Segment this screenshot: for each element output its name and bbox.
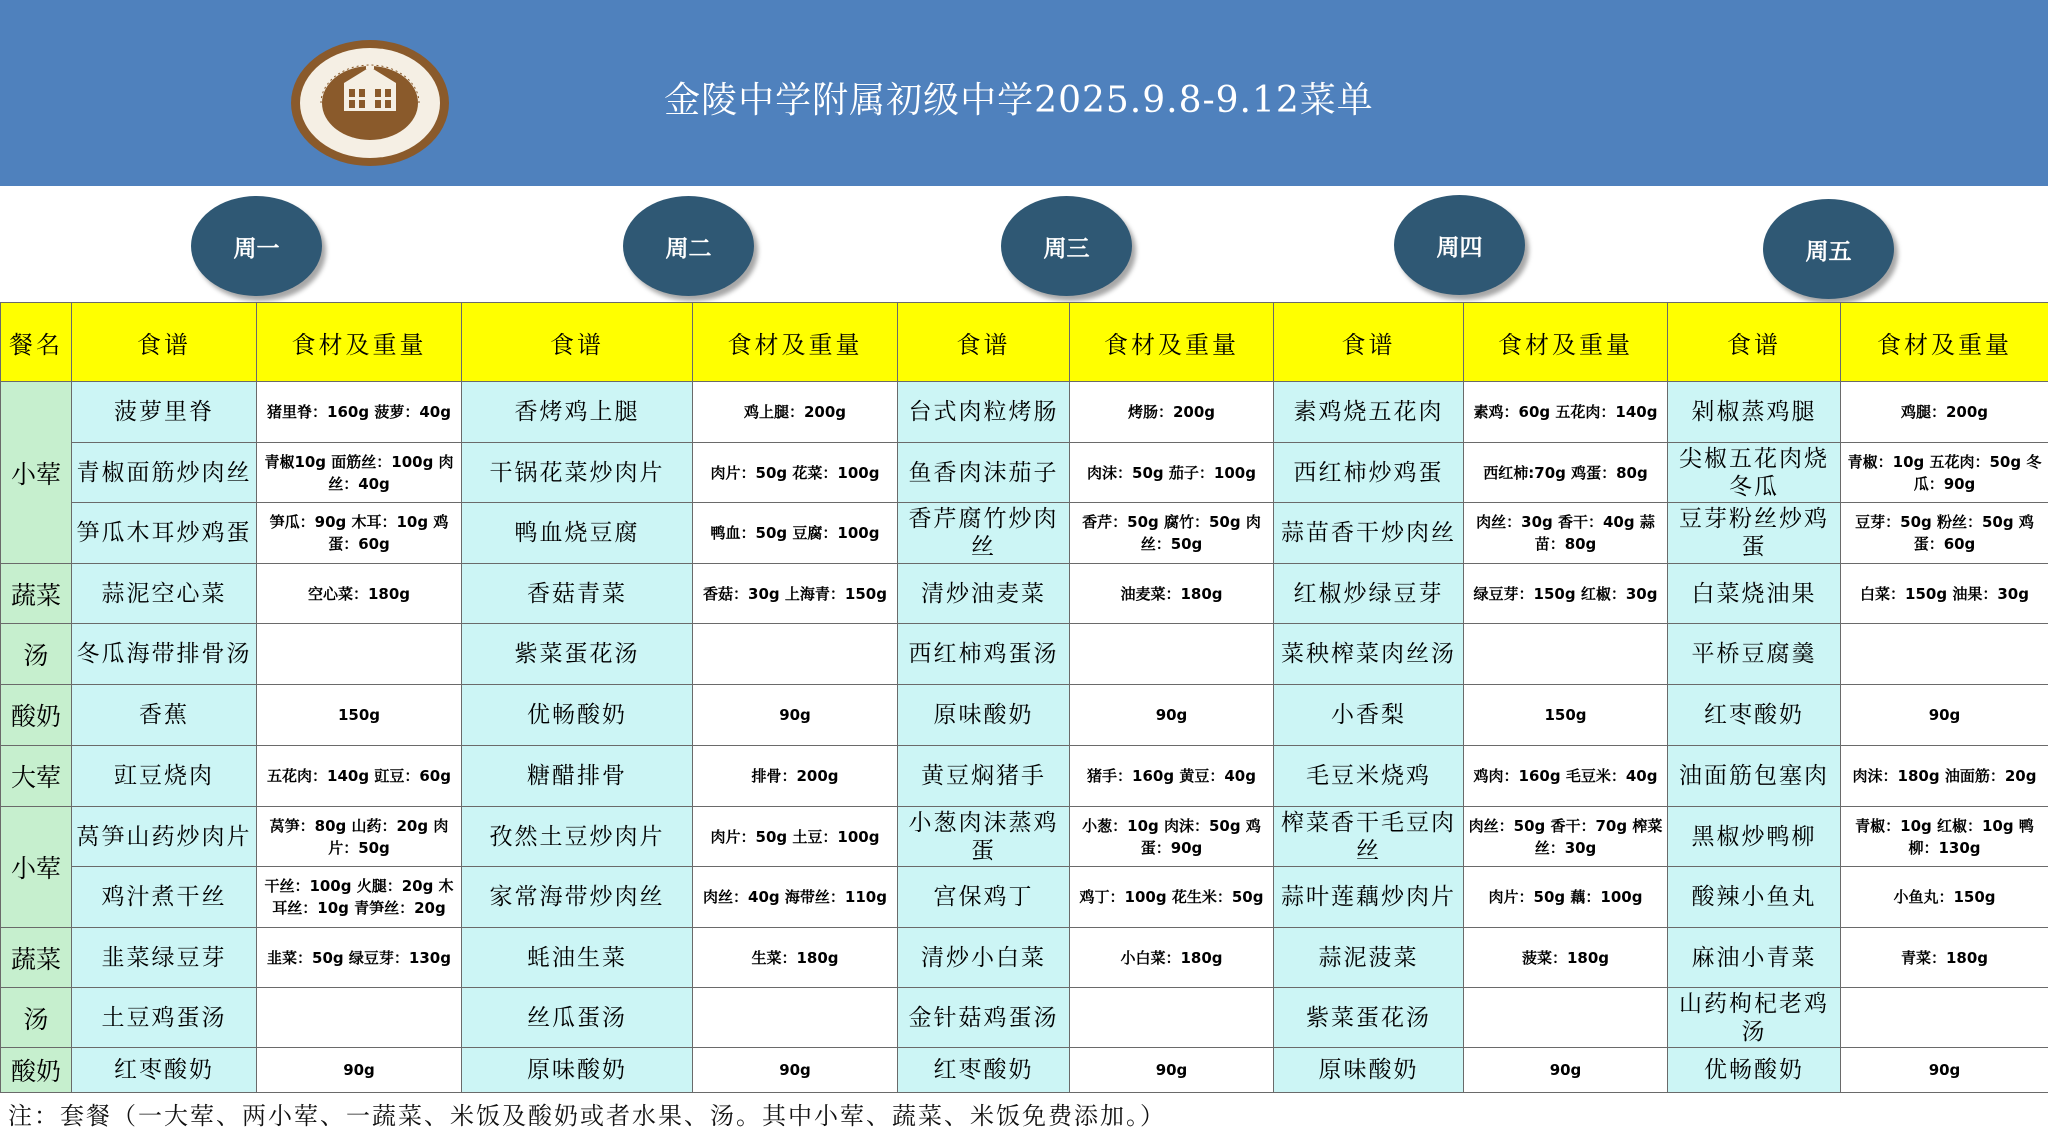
header-ingredients: 食材及重量: [1070, 303, 1274, 382]
day-badge-wednesday: 周三: [1001, 196, 1132, 296]
meal-category: 酸奶: [1, 685, 72, 746]
dish-ingredients: [1464, 624, 1668, 685]
dish-name: 蒜泥菠菜: [1274, 928, 1464, 988]
dish-ingredients: 90g: [1464, 1048, 1668, 1093]
dish-ingredients: [693, 624, 898, 685]
dish-ingredients: 鸡丁：100g 花生米：50g: [1070, 867, 1274, 928]
dish-name: 优畅酸奶: [462, 685, 693, 746]
dish-name: 香芹腐竹炒肉丝: [898, 503, 1070, 564]
header-ingredients: 食材及重量: [693, 303, 898, 382]
dish-ingredients: 香芹：50g 腐竹：50g 肉丝：50g: [1070, 503, 1274, 564]
dish-name: 菜秧榨菜肉丝汤: [1274, 624, 1464, 685]
dish-ingredients: 排骨：200g: [693, 746, 898, 807]
dish-ingredients: 猪手：160g 黄豆：40g: [1070, 746, 1274, 807]
dish-ingredients: 空心菜：180g: [257, 564, 462, 624]
dish-name: 宫保鸡丁: [898, 867, 1070, 928]
meal-category: 蔬菜: [1, 564, 72, 624]
dish-name: 冬瓜海带排骨汤: [72, 624, 257, 685]
dish-ingredients: 油麦菜：180g: [1070, 564, 1274, 624]
footer-note: 注：套餐（一大荤、两小荤、一蔬菜、米饭及酸奶或者水果、汤。其中小荤、蔬菜、米饭免费添加。）: [8, 1096, 1166, 1131]
menu-row: [1, 382, 2048, 443]
dish-name: 鸡汁煮干丝: [72, 867, 257, 928]
dish-ingredients: 肉片：50g 土豆：100g: [693, 807, 898, 867]
day-badge-monday: 周一: [191, 196, 322, 296]
dish-name: 土豆鸡蛋汤: [72, 988, 257, 1048]
dish-ingredients: 小白菜：180g: [1070, 928, 1274, 988]
day-badge-tuesday: 周二: [623, 196, 754, 296]
dish-name: 优畅酸奶: [1668, 1048, 1841, 1093]
meal-category: 小荤: [1, 807, 72, 928]
dish-name: 黄豆焖猪手: [898, 746, 1070, 807]
dish-name: 韭菜绿豆芽: [72, 928, 257, 988]
page-title: 金陵中学附属初级中学2025.9.8-9.12菜单: [0, 72, 2048, 123]
dish-name: 蒜叶莲藕炒肉片: [1274, 867, 1464, 928]
meal-category: 蔬菜: [1, 928, 72, 988]
dish-name: 原味酸奶: [1274, 1048, 1464, 1093]
dish-ingredients: [257, 624, 462, 685]
dish-ingredients: 西红柿:70g 鸡蛋：80g: [1464, 443, 1668, 503]
dish-name: 清炒油麦菜: [898, 564, 1070, 624]
dish-name: 青椒面筋炒肉丝: [72, 443, 257, 503]
dish-name: 西红柿鸡蛋汤: [898, 624, 1070, 685]
dish-name: 榨菜香干毛豆肉丝: [1274, 807, 1464, 867]
menu-row: [1, 624, 2048, 685]
dish-name: 莴笋山药炒肉片: [72, 807, 257, 867]
dish-name: 鱼香肉沫茄子: [898, 443, 1070, 503]
header-ingredients: 食材及重量: [257, 303, 462, 382]
dish-name: 豆芽粉丝炒鸡蛋: [1668, 503, 1841, 564]
dish-ingredients: 五花肉：140g 豇豆：60g: [257, 746, 462, 807]
dish-name: 油面筋包塞肉: [1668, 746, 1841, 807]
menu-row: [1, 1048, 2048, 1093]
meal-category: 小荤: [1, 382, 72, 564]
dish-ingredients: 青椒：10g 红椒：10g 鸭柳：130g: [1841, 807, 2048, 867]
dish-ingredients: 90g: [1841, 1048, 2048, 1093]
header-dish: 食谱: [898, 303, 1070, 382]
menu-row: [1, 443, 2048, 503]
meal-category: 汤: [1, 988, 72, 1048]
dish-ingredients: 肉丝：40g 海带丝：110g: [693, 867, 898, 928]
dish-name: 平桥豆腐羹: [1668, 624, 1841, 685]
dish-name: 原味酸奶: [898, 685, 1070, 746]
dish-ingredients: 猪里脊：160g 菠萝：40g: [257, 382, 462, 443]
dish-ingredients: 鸡上腿：200g: [693, 382, 898, 443]
dish-ingredients: 肉片：50g 藕：100g: [1464, 867, 1668, 928]
dish-ingredients: [257, 988, 462, 1048]
dish-ingredients: 莴笋：80g 山药：20g 肉片：50g: [257, 807, 462, 867]
dish-ingredients: 肉丝：50g 香干：70g 榨菜丝：30g: [1464, 807, 1668, 867]
dish-ingredients: 小葱：10g 肉沫：50g 鸡蛋：90g: [1070, 807, 1274, 867]
dish-name: 清炒小白菜: [898, 928, 1070, 988]
dish-name: 白菜烧油果: [1668, 564, 1841, 624]
header-dish: 食谱: [1668, 303, 1841, 382]
dish-name: 丝瓜蛋汤: [462, 988, 693, 1048]
header-dish: 食谱: [72, 303, 257, 382]
dish-ingredients: 绿豆芽：150g 红椒：30g: [1464, 564, 1668, 624]
dish-ingredients: [1841, 624, 2048, 685]
dish-name: 麻油小青菜: [1668, 928, 1841, 988]
dish-ingredients: 肉沫：180g 油面筋：20g: [1841, 746, 2048, 807]
header-dish: 食谱: [1274, 303, 1464, 382]
menu-row: [1, 807, 2048, 867]
dish-name: 蚝油生菜: [462, 928, 693, 988]
dish-name: 香菇青菜: [462, 564, 693, 624]
header-category: 餐名: [1, 303, 72, 382]
dish-ingredients: 香菇：30g 上海青：150g: [693, 564, 898, 624]
dish-name: 山药枸杞老鸡汤: [1668, 988, 1841, 1048]
dish-name: 干锅花菜炒肉片: [462, 443, 693, 503]
dish-ingredients: 白菜：150g 油果：30g: [1841, 564, 2048, 624]
dish-ingredients: 韭菜：50g 绿豆芽：130g: [257, 928, 462, 988]
dish-ingredients: 肉片：50g 花菜：100g: [693, 443, 898, 503]
dish-name: 红椒炒绿豆芽: [1274, 564, 1464, 624]
dish-ingredients: 豆芽：50g 粉丝：50g 鸡蛋：60g: [1841, 503, 2048, 564]
dish-name: 糖醋排骨: [462, 746, 693, 807]
meal-category: 大荤: [1, 746, 72, 807]
meal-category: 酸奶: [1, 1048, 72, 1093]
dish-name: 小香梨: [1274, 685, 1464, 746]
dish-name: 红枣酸奶: [898, 1048, 1070, 1093]
dish-name: 原味酸奶: [462, 1048, 693, 1093]
dish-name: 红枣酸奶: [72, 1048, 257, 1093]
dish-ingredients: 90g: [693, 1048, 898, 1093]
dish-name: 酸辣小鱼丸: [1668, 867, 1841, 928]
dish-name: 鸭血烧豆腐: [462, 503, 693, 564]
dish-ingredients: 鸡腿：200g: [1841, 382, 2048, 443]
day-badge-thursday: 周四: [1394, 195, 1525, 295]
menu-row: [1, 564, 2048, 624]
dish-name: 西红柿炒鸡蛋: [1274, 443, 1464, 503]
dish-ingredients: [693, 988, 898, 1048]
dish-ingredients: 素鸡：60g 五花肉：140g: [1464, 382, 1668, 443]
dish-name: 小葱肉沫蒸鸡蛋: [898, 807, 1070, 867]
dish-name: 紫菜蛋花汤: [1274, 988, 1464, 1048]
dish-ingredients: [1464, 988, 1668, 1048]
dish-ingredients: 90g: [693, 685, 898, 746]
dish-name: 香蕉: [72, 685, 257, 746]
meal-category: 汤: [1, 624, 72, 685]
dish-ingredients: 青椒：10g 五花肉：50g 冬瓜：90g: [1841, 443, 2048, 503]
header-ingredients: 食材及重量: [1464, 303, 1668, 382]
dish-name: 笋瓜木耳炒鸡蛋: [72, 503, 257, 564]
dish-ingredients: 150g: [1464, 685, 1668, 746]
dish-name: 孜然土豆炒肉片: [462, 807, 693, 867]
dish-name: 蒜泥空心菜: [72, 564, 257, 624]
dish-ingredients: 90g: [257, 1048, 462, 1093]
dish-ingredients: 鸡肉：160g 毛豆米：40g: [1464, 746, 1668, 807]
dish-name: 菠萝里脊: [72, 382, 257, 443]
menu-row: [1, 988, 2048, 1048]
menu-row: [1, 928, 2048, 988]
dish-ingredients: 生菜：180g: [693, 928, 898, 988]
dish-ingredients: 笋瓜：90g 木耳：10g 鸡蛋：60g: [257, 503, 462, 564]
title-banner: [0, 0, 2048, 186]
dish-name: 剁椒蒸鸡腿: [1668, 382, 1841, 443]
dish-ingredients: 鸭血：50g 豆腐：100g: [693, 503, 898, 564]
dish-ingredients: 小鱼丸：150g: [1841, 867, 2048, 928]
dish-name: 香烤鸡上腿: [462, 382, 693, 443]
dish-name: 家常海带炒肉丝: [462, 867, 693, 928]
dish-ingredients: 90g: [1841, 685, 2048, 746]
dish-ingredients: 烤肠：200g: [1070, 382, 1274, 443]
dish-ingredients: 菠菜：180g: [1464, 928, 1668, 988]
menu-table: [0, 302, 2048, 1093]
dish-ingredients: 肉丝：30g 香干：40g 蒜苗：80g: [1464, 503, 1668, 564]
dish-name: 尖椒五花肉烧冬瓜: [1668, 443, 1841, 503]
header-row: [1, 303, 2048, 382]
dish-ingredients: [1841, 988, 2048, 1048]
dish-name: 素鸡烧五花肉: [1274, 382, 1464, 443]
dish-name: 金针菇鸡蛋汤: [898, 988, 1070, 1048]
dish-name: 红枣酸奶: [1668, 685, 1841, 746]
dish-ingredients: 90g: [1070, 685, 1274, 746]
header-dish: 食谱: [462, 303, 693, 382]
dish-ingredients: 90g: [1070, 1048, 1274, 1093]
header-ingredients: 食材及重量: [1841, 303, 2048, 382]
menu-row: [1, 746, 2048, 807]
dish-name: 黑椒炒鸭柳: [1668, 807, 1841, 867]
dish-ingredients: 青菜：180g: [1841, 928, 2048, 988]
dish-name: 台式肉粒烤肠: [898, 382, 1070, 443]
dish-ingredients: 150g: [257, 685, 462, 746]
dish-name: 毛豆米烧鸡: [1274, 746, 1464, 807]
dish-name: 蒜苗香干炒肉丝: [1274, 503, 1464, 564]
menu-row: [1, 867, 2048, 928]
menu-row: [1, 685, 2048, 746]
dish-name: 紫菜蛋花汤: [462, 624, 693, 685]
dish-ingredients: 肉沫：50g 茄子：100g: [1070, 443, 1274, 503]
dish-ingredients: [1070, 624, 1274, 685]
day-badge-friday: 周五: [1763, 199, 1894, 299]
dish-ingredients: 干丝：100g 火腿：20g 木耳丝：10g 青笋丝：20g: [257, 867, 462, 928]
menu-row: [1, 503, 2048, 564]
dish-ingredients: [1070, 988, 1274, 1048]
dish-name: 豇豆烧肉: [72, 746, 257, 807]
dish-ingredients: 青椒10g 面筋丝：100g 肉丝：40g: [257, 443, 462, 503]
